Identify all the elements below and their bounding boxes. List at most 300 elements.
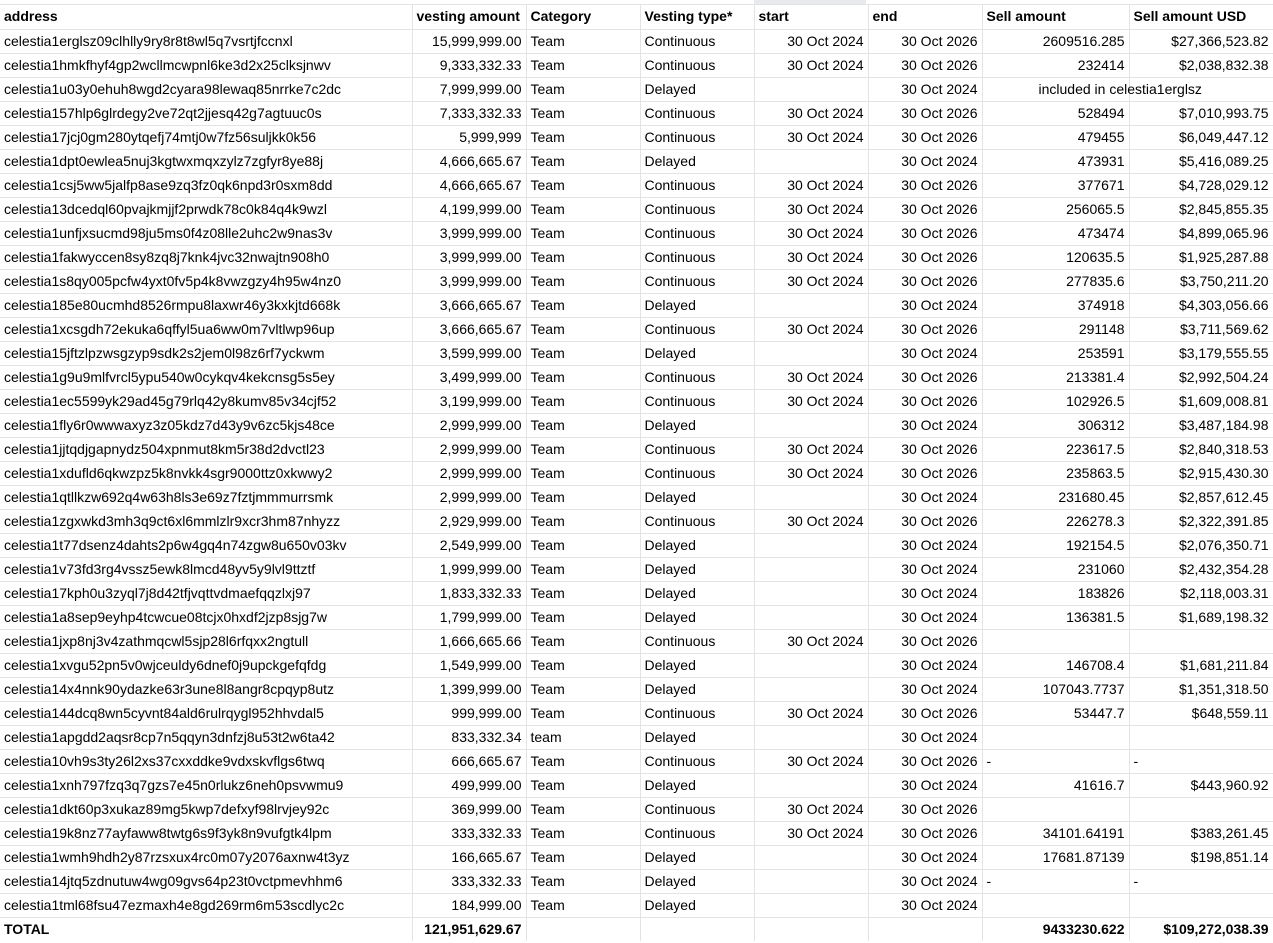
cell-sell-amount-usd[interactable]: $1,689,198.32 [1129,605,1273,629]
cell-sell-amount[interactable]: 374918 [982,293,1129,317]
cell-start[interactable] [754,725,868,749]
cell-address[interactable]: celestia15jftzlpzwsgzyp9sdk2s2jem0l98z6rf7yckwm [0,341,412,365]
cell-sell-amount-usd[interactable]: $2,845,855.35 [1129,197,1273,221]
cell-vesting-amount[interactable]: 1,399,999.00 [412,677,526,701]
cell-sell-amount[interactable]: 53447.7 [982,701,1129,725]
cell-vesting-amount[interactable]: 333,332.33 [412,869,526,893]
cell-end[interactable]: 30 Oct 2024 [868,677,982,701]
cell-category[interactable]: Team [526,821,640,845]
header-end[interactable]: end [868,5,982,29]
cell-vesting-amount[interactable]: 3,666,665.67 [412,317,526,341]
cell-start[interactable]: 30 Oct 2024 [754,53,868,77]
cell-sell-amount-usd[interactable]: - [1129,749,1273,773]
cell-address[interactable]: celestia1erglsz09clhlly9ry8r8t8wl5q7vsrtjfccnxl [0,29,412,53]
cell-start[interactable]: 30 Oct 2024 [754,749,868,773]
cell-sell-amount[interactable]: - [982,869,1129,893]
cell-sell-amount[interactable]: 183826 [982,581,1129,605]
total-type-cell[interactable] [640,917,754,941]
cell-address[interactable]: celestia1u03y0ehuh8wgd2cyara98lewaq85nrrke7c2dc [0,77,412,101]
cell-vesting-amount[interactable]: 2,999,999.00 [412,437,526,461]
cell-start[interactable] [754,773,868,797]
cell-sell-amount-usd[interactable]: $2,076,350.71 [1129,533,1273,557]
cell-vesting-type[interactable]: Delayed [640,149,754,173]
cell-vesting-amount[interactable]: 7,999,999.00 [412,77,526,101]
cell-vesting-type[interactable]: Continuous [640,317,754,341]
cell-category[interactable]: Team [526,77,640,101]
cell-vesting-type[interactable]: Continuous [640,749,754,773]
cell-category[interactable]: Team [526,149,640,173]
cell-vesting-amount[interactable]: 2,999,999.00 [412,485,526,509]
cell-vesting-type[interactable]: Continuous [640,197,754,221]
cell-end[interactable]: 30 Oct 2024 [868,293,982,317]
cell-end[interactable]: 30 Oct 2026 [868,221,982,245]
cell-vesting-amount[interactable]: 2,999,999.00 [412,461,526,485]
cell-vesting-type[interactable]: Continuous [640,797,754,821]
cell-sell-amount-usd[interactable]: $2,992,504.24 [1129,365,1273,389]
cell-sell-amount-usd[interactable]: $1,925,287.88 [1129,245,1273,269]
cell-category[interactable]: Team [526,269,640,293]
cell-sell-amount-usd[interactable]: $648,559.11 [1129,701,1273,725]
cell-address[interactable]: celestia17jcj0gm280ytqefj74mtj0w7fz56suljkk0k56 [0,125,412,149]
header-vesting-amount[interactable]: vesting amount [412,5,526,29]
cell-address[interactable]: celestia1xnh797fzq3q7gzs7e45n0rlukz6neh0psvwmu9 [0,773,412,797]
cell-address[interactable]: celestia1fakwyccen8sy8zq8j7knk4jvc32nwajtn908h0 [0,245,412,269]
header-sell-amount[interactable]: Sell amount [982,5,1129,29]
cell-end[interactable]: 30 Oct 2024 [868,605,982,629]
cell-start[interactable] [754,485,868,509]
cell-category[interactable]: Team [526,605,640,629]
cell-sell-amount-usd[interactable]: $2,857,612.45 [1129,485,1273,509]
cell-address[interactable]: celestia1qtllkzw692q4w63h8ls3e69z7fztjmmmurrsmk [0,485,412,509]
cell-address[interactable]: celestia1jxp8nj3v4zathmqcwl5sjp28l6rfqxx2ngtull [0,629,412,653]
cell-sell-amount[interactable]: 291148 [982,317,1129,341]
cell-address[interactable]: celestia1jjtqdjgapnydz504xpnmut8km5r38d2dvctl23 [0,437,412,461]
cell-sell-amount[interactable]: 213381.4 [982,365,1129,389]
cell-end[interactable]: 30 Oct 2026 [868,173,982,197]
cell-vesting-type[interactable]: Continuous [640,509,754,533]
cell-sell-amount-usd[interactable]: $2,915,430.30 [1129,461,1273,485]
cell-vesting-type[interactable]: Delayed [640,341,754,365]
cell-end[interactable]: 30 Oct 2024 [868,893,982,917]
cell-category[interactable]: Team [526,53,640,77]
cell-category[interactable]: Team [526,413,640,437]
cell-vesting-type[interactable]: Delayed [640,653,754,677]
cell-vesting-type[interactable]: Continuous [640,389,754,413]
cell-category[interactable]: Team [526,557,640,581]
cell-start[interactable] [754,869,868,893]
cell-address[interactable]: celestia1v73fd3rg4vssz5ewk8lmcd48yv5y9lvl9ttztf [0,557,412,581]
cell-category[interactable]: Team [526,893,640,917]
cell-start[interactable]: 30 Oct 2024 [754,629,868,653]
cell-vesting-type[interactable]: Delayed [640,869,754,893]
cell-category[interactable]: Team [526,797,640,821]
cell-category[interactable]: Team [526,197,640,221]
cell-start[interactable]: 30 Oct 2024 [754,509,868,533]
cell-end[interactable]: 30 Oct 2024 [868,653,982,677]
cell-sell-amount-usd[interactable]: $443,960.92 [1129,773,1273,797]
cell-end[interactable]: 30 Oct 2026 [868,245,982,269]
cell-category[interactable]: Team [526,749,640,773]
cell-sell-amount-usd[interactable]: $4,728,029.12 [1129,173,1273,197]
cell-vesting-type[interactable]: Delayed [640,581,754,605]
cell-sell-amount[interactable]: 306312 [982,413,1129,437]
cell-sell-amount-usd[interactable]: $2,840,318.53 [1129,437,1273,461]
cell-vesting-type[interactable]: Delayed [640,893,754,917]
cell-category[interactable]: Team [526,293,640,317]
cell-end[interactable]: 30 Oct 2026 [868,509,982,533]
cell-end[interactable]: 30 Oct 2026 [868,365,982,389]
cell-sell-amount[interactable]: 479455 [982,125,1129,149]
cell-vesting-amount[interactable]: 3,999,999.00 [412,221,526,245]
cell-vesting-type[interactable]: Delayed [640,773,754,797]
cell-start[interactable]: 30 Oct 2024 [754,437,868,461]
cell-start[interactable]: 30 Oct 2024 [754,173,868,197]
cell-category[interactable]: Team [526,773,640,797]
cell-sell-amount[interactable] [982,893,1129,917]
cell-sell-amount[interactable]: 528494 [982,101,1129,125]
cell-sell-amount-usd[interactable]: $6,049,447.12 [1129,125,1273,149]
cell-sell-amount[interactable]: 231060 [982,557,1129,581]
cell-vesting-type[interactable]: Continuous [640,125,754,149]
cell-category[interactable]: Team [526,629,640,653]
cell-vesting-type[interactable]: Continuous [640,821,754,845]
cell-address[interactable]: celestia13dcedql60pvajkmjjf2prwdk78c0k84q4k9wzl [0,197,412,221]
cell-end[interactable]: 30 Oct 2026 [868,701,982,725]
cell-end[interactable]: 30 Oct 2026 [868,29,982,53]
cell-sell-amount-usd[interactable] [1129,893,1273,917]
cell-sell-amount[interactable]: 2609516.285 [982,29,1129,53]
cell-category[interactable]: Team [526,245,640,269]
cell-sell-amount[interactable]: 192154.5 [982,533,1129,557]
cell-vesting-type[interactable]: Continuous [640,629,754,653]
cell-address[interactable]: celestia1s8qy005pcfw4yxt0fv5p4k8vwzgzy4h95w4nz0 [0,269,412,293]
cell-sell-amount-usd[interactable]: $3,750,211.20 [1129,269,1273,293]
cell-vesting-amount[interactable]: 4,666,665.67 [412,149,526,173]
cell-end[interactable]: 30 Oct 2026 [868,797,982,821]
cell-start[interactable]: 30 Oct 2024 [754,197,868,221]
cell-vesting-amount[interactable]: 4,666,665.67 [412,173,526,197]
cell-end[interactable]: 30 Oct 2024 [868,533,982,557]
cell-address[interactable]: celestia1t77dsenz4dahts2p6w4gq4n74zgw8u650v03kv [0,533,412,557]
cell-vesting-amount[interactable]: 499,999.00 [412,773,526,797]
cell-vesting-amount[interactable]: 1,833,332.33 [412,581,526,605]
cell-vesting-type[interactable]: Continuous [640,365,754,389]
total-sell-amount[interactable]: 9433230.622 [982,917,1129,941]
total-start-cell[interactable] [754,917,868,941]
cell-end[interactable]: 30 Oct 2026 [868,629,982,653]
cell-sell-amount-usd[interactable] [1129,725,1273,749]
cell-end[interactable]: 30 Oct 2026 [868,317,982,341]
cell-address[interactable]: celestia1zgxwkd3mh3q9ct6xl6mmlzlr9xcr3hm87nhyzz [0,509,412,533]
cell-vesting-type[interactable]: Delayed [640,533,754,557]
cell-sell-amount[interactable]: 107043.7737 [982,677,1129,701]
cell-start[interactable]: 30 Oct 2024 [754,821,868,845]
cell-start[interactable] [754,677,868,701]
cell-category[interactable]: Team [526,677,640,701]
cell-vesting-type[interactable]: Delayed [640,677,754,701]
cell-sell-amount[interactable]: 377671 [982,173,1129,197]
cell-end[interactable]: 30 Oct 2024 [868,341,982,365]
cell-start[interactable]: 30 Oct 2024 [754,701,868,725]
cell-start[interactable] [754,557,868,581]
cell-vesting-amount[interactable]: 15,999,999.00 [412,29,526,53]
cell-address[interactable]: celestia185e80ucmhd8526rmpu8laxwr46y3kxkjtd668k [0,293,412,317]
cell-sell-amount-usd[interactable]: $198,851.14 [1129,845,1273,869]
cell-vesting-type[interactable]: Delayed [640,845,754,869]
cell-address[interactable]: celestia1csj5ww5jalfp8ase9zq3fz0qk6npd3r0sxm8dd [0,173,412,197]
cell-sell-amount-usd[interactable]: - [1129,869,1273,893]
total-end-cell[interactable] [868,917,982,941]
cell-sell-amount[interactable]: 232414 [982,53,1129,77]
cell-sell-amount-usd[interactable] [1129,629,1273,653]
cell-vesting-type[interactable]: Continuous [640,29,754,53]
cell-start[interactable]: 30 Oct 2024 [754,221,868,245]
cell-vesting-type[interactable]: Delayed [640,77,754,101]
cell-start[interactable] [754,581,868,605]
cell-start[interactable] [754,845,868,869]
cell-end[interactable]: 30 Oct 2024 [868,773,982,797]
cell-sell-amount[interactable]: 256065.5 [982,197,1129,221]
cell-vesting-type[interactable]: Delayed [640,293,754,317]
cell-vesting-type[interactable]: Continuous [640,53,754,77]
cell-address[interactable]: celestia1dkt60p3xukaz89mg5kwp7defxyf98lrvjey92c [0,797,412,821]
cell-end[interactable]: 30 Oct 2026 [868,125,982,149]
cell-vesting-amount[interactable]: 3,599,999.00 [412,341,526,365]
cell-vesting-type[interactable]: Continuous [640,101,754,125]
cell-vesting-amount[interactable]: 999,999.00 [412,701,526,725]
header-start[interactable]: start [754,5,868,29]
cell-start[interactable] [754,293,868,317]
cell-vesting-amount[interactable]: 833,332.34 [412,725,526,749]
cell-end[interactable]: 30 Oct 2024 [868,77,982,101]
cell-sell-amount[interactable]: 235863.5 [982,461,1129,485]
cell-category[interactable]: Team [526,221,640,245]
cell-end[interactable]: 30 Oct 2024 [868,869,982,893]
cell-start[interactable] [754,341,868,365]
cell-vesting-amount[interactable]: 166,665.67 [412,845,526,869]
cell-sell-amount-usd[interactable]: $2,038,832.38 [1129,53,1273,77]
cell-sell-amount-usd[interactable]: $4,303,056.66 [1129,293,1273,317]
cell-sell-amount[interactable]: 146708.4 [982,653,1129,677]
cell-end[interactable]: 30 Oct 2024 [868,845,982,869]
cell-sell-amount[interactable]: 473931 [982,149,1129,173]
cell-sell-amount-usd[interactable]: $383,261.45 [1129,821,1273,845]
total-label[interactable]: TOTAL [0,917,412,941]
cell-address[interactable]: celestia1tml68fsu47ezmaxh4e8gd269rm6m53scdlyc2c [0,893,412,917]
cell-address[interactable]: celestia1ec5599yk29ad45g79rlq42y8kumv85v34cjf52 [0,389,412,413]
cell-sell-amount[interactable]: 102926.5 [982,389,1129,413]
cell-address[interactable]: celestia1xdufld6qkwzpz5k8nvkk4sgr9000ttz0xkwwy2 [0,461,412,485]
cell-category[interactable]: Team [526,173,640,197]
cell-end[interactable]: 30 Oct 2026 [868,437,982,461]
cell-start[interactable] [754,893,868,917]
cell-address[interactable]: celestia10vh9s3ty26l2xs37cxxddke9vdxskvflgs6twq [0,749,412,773]
cell-vesting-type[interactable]: Continuous [640,221,754,245]
cell-start[interactable] [754,533,868,557]
cell-end[interactable]: 30 Oct 2026 [868,389,982,413]
cell-sell-amount[interactable]: 34101.64191 [982,821,1129,845]
cell-sell-amount[interactable]: 253591 [982,341,1129,365]
cell-address[interactable]: celestia14x4nnk90ydazke63r3une8l8angr8cpqyp8utz [0,677,412,701]
cell-address[interactable]: celestia1xcsgdh72ekuka6qffyl5ua6ww0m7vltlwp96up [0,317,412,341]
cell-address[interactable]: celestia157hlp6glrdegy2ve72qt2jjesq42g7agtuuc0s [0,101,412,125]
cell-end[interactable]: 30 Oct 2024 [868,149,982,173]
cell-vesting-type[interactable]: Delayed [640,413,754,437]
cell-sell-amount[interactable]: 17681.87139 [982,845,1129,869]
cell-sell-amount-usd[interactable]: $1,681,211.84 [1129,653,1273,677]
cell-category[interactable]: Team [526,461,640,485]
cell-end[interactable]: 30 Oct 2026 [868,821,982,845]
cell-sell-amount[interactable]: 120635.5 [982,245,1129,269]
cell-end[interactable]: 30 Oct 2026 [868,197,982,221]
cell-end[interactable]: 30 Oct 2026 [868,461,982,485]
cell-category[interactable]: Team [526,317,640,341]
cell-sell-amount[interactable]: 231680.45 [982,485,1129,509]
cell-vesting-amount[interactable]: 666,665.67 [412,749,526,773]
cell-vesting-amount[interactable]: 2,549,999.00 [412,533,526,557]
cell-address[interactable]: celestia1a8sep9eyhp4tcwcue08tcjx0hxdf2jzp8sjg7w [0,605,412,629]
cell-category[interactable]: Team [526,101,640,125]
cell-category[interactable]: Team [526,365,640,389]
total-category-cell[interactable] [526,917,640,941]
cell-vesting-amount[interactable]: 2,929,999.00 [412,509,526,533]
cell-end[interactable]: 30 Oct 2026 [868,269,982,293]
cell-vesting-type[interactable]: Delayed [640,605,754,629]
cell-category[interactable]: Team [526,125,640,149]
cell-vesting-amount[interactable]: 1,799,999.00 [412,605,526,629]
cell-end[interactable]: 30 Oct 2024 [868,557,982,581]
cell-sell-amount[interactable]: 473474 [982,221,1129,245]
cell-sell-amount[interactable]: included in celestia1erglsz [982,77,1129,101]
cell-vesting-type[interactable]: Continuous [640,245,754,269]
cell-vesting-amount[interactable]: 5,999,999 [412,125,526,149]
cell-vesting-type[interactable]: Continuous [640,173,754,197]
cell-vesting-amount[interactable]: 1,999,999.00 [412,557,526,581]
cell-sell-amount-usd[interactable]: $5,416,089.25 [1129,149,1273,173]
cell-vesting-amount[interactable]: 3,499,999.00 [412,365,526,389]
cell-sell-amount[interactable]: 223617.5 [982,437,1129,461]
cell-sell-amount[interactable]: 41616.7 [982,773,1129,797]
cell-vesting-amount[interactable]: 4,199,999.00 [412,197,526,221]
cell-sell-amount[interactable]: 277835.6 [982,269,1129,293]
total-vesting-amount[interactable]: 121,951,629.67 [412,917,526,941]
cell-start[interactable]: 30 Oct 2024 [754,461,868,485]
cell-end[interactable]: 30 Oct 2026 [868,749,982,773]
cell-start[interactable] [754,653,868,677]
cell-start[interactable]: 30 Oct 2024 [754,389,868,413]
cell-sell-amount[interactable] [982,629,1129,653]
cell-vesting-amount[interactable]: 2,999,999.00 [412,413,526,437]
cell-address[interactable]: celestia1apgdd2aqsr8cp7n5qqyn3dnfzj8u53t2w6ta42 [0,725,412,749]
cell-address[interactable]: celestia1dpt0ewlea5nuj3kgtwxmqxzylz7zgfyr8ye88j [0,149,412,173]
cell-vesting-amount[interactable]: 369,999.00 [412,797,526,821]
cell-vesting-amount[interactable]: 184,999.00 [412,893,526,917]
cell-start[interactable] [754,149,868,173]
cell-category[interactable]: Team [526,509,640,533]
cell-category[interactable]: Team [526,581,640,605]
cell-start[interactable]: 30 Oct 2024 [754,101,868,125]
cell-sell-amount-usd[interactable]: $1,351,318.50 [1129,677,1273,701]
cell-sell-amount-usd[interactable]: $1,609,008.81 [1129,389,1273,413]
cell-vesting-amount[interactable]: 3,999,999.00 [412,245,526,269]
cell-category[interactable]: Team [526,341,640,365]
cell-sell-amount-usd[interactable]: $3,179,555.55 [1129,341,1273,365]
cell-category[interactable]: Team [526,29,640,53]
cell-category[interactable]: team [526,725,640,749]
cell-sell-amount-usd[interactable]: $2,118,003.31 [1129,581,1273,605]
cell-start[interactable] [754,77,868,101]
cell-vesting-amount[interactable]: 333,332.33 [412,821,526,845]
cell-start[interactable]: 30 Oct 2024 [754,365,868,389]
cell-vesting-amount[interactable]: 1,549,999.00 [412,653,526,677]
cell-category[interactable]: Team [526,485,640,509]
cell-vesting-type[interactable]: Delayed [640,557,754,581]
header-address[interactable]: address [0,5,412,29]
cell-sell-amount-usd[interactable]: $3,711,569.62 [1129,317,1273,341]
cell-vesting-amount[interactable]: 3,199,999.00 [412,389,526,413]
cell-end[interactable]: 30 Oct 2024 [868,485,982,509]
cell-start[interactable]: 30 Oct 2024 [754,269,868,293]
cell-address[interactable]: celestia1hmkfhyf4gp2wcllmcwpnl6ke3d2x25clksjnwv [0,53,412,77]
cell-vesting-type[interactable]: Continuous [640,461,754,485]
cell-category[interactable]: Team [526,869,640,893]
cell-start[interactable]: 30 Oct 2024 [754,797,868,821]
cell-address[interactable]: celestia19k8nz77ayfaww8twtg6s9f3yk8n9vufgtk4lpm [0,821,412,845]
cell-address[interactable]: celestia1fly6r0wwwaxyz3z05kdz7d43y9v6zc5kjs48ce [0,413,412,437]
cell-end[interactable]: 30 Oct 2024 [868,725,982,749]
cell-sell-amount[interactable] [982,797,1129,821]
cell-start[interactable] [754,605,868,629]
cell-vesting-amount[interactable]: 1,666,665.66 [412,629,526,653]
cell-start[interactable] [754,413,868,437]
cell-category[interactable]: Team [526,653,640,677]
cell-sell-amount-usd[interactable]: $7,010,993.75 [1129,101,1273,125]
cell-start[interactable]: 30 Oct 2024 [754,317,868,341]
cell-sell-amount[interactable]: 136381.5 [982,605,1129,629]
cell-vesting-type[interactable]: Delayed [640,725,754,749]
cell-address[interactable]: celestia17kph0u3zyql7j8d42tfjvqttvdmaefqqzlxj97 [0,581,412,605]
header-vesting-type[interactable]: Vesting type* [640,5,754,29]
cell-end[interactable]: 30 Oct 2024 [868,581,982,605]
cell-end[interactable]: 30 Oct 2024 [868,413,982,437]
header-sell-amount-usd[interactable]: Sell amount USD [1129,5,1273,29]
cell-address[interactable]: celestia144dcq8wn5cyvnt84ald6rulrqygl952hhvdal5 [0,701,412,725]
cell-vesting-amount[interactable]: 3,999,999.00 [412,269,526,293]
cell-start[interactable]: 30 Oct 2024 [754,29,868,53]
cell-category[interactable]: Team [526,533,640,557]
cell-sell-amount-usd[interactable]: $4,899,065.96 [1129,221,1273,245]
cell-address[interactable]: celestia14jtq5zdnutuw4wg09gvs64p23t0vctpmevhhm6 [0,869,412,893]
cell-vesting-type[interactable]: Delayed [640,485,754,509]
cell-sell-amount-usd[interactable]: $27,366,523.82 [1129,29,1273,53]
cell-sell-amount-usd[interactable]: $2,432,354.28 [1129,557,1273,581]
cell-sell-amount-usd[interactable] [1129,797,1273,821]
header-category[interactable]: Category [526,5,640,29]
cell-sell-amount-usd[interactable]: $2,322,391.85 [1129,509,1273,533]
cell-start[interactable]: 30 Oct 2024 [754,125,868,149]
cell-vesting-type[interactable]: Continuous [640,701,754,725]
cell-end[interactable]: 30 Oct 2026 [868,101,982,125]
cell-sell-amount-usd[interactable]: $3,487,184.98 [1129,413,1273,437]
cell-vesting-amount[interactable]: 9,333,332.33 [412,53,526,77]
cell-address[interactable]: celestia1xvgu52pn5v0wjceuldy6dnef0j9upckgefqfdg [0,653,412,677]
total-sell-amount-usd[interactable]: $109,272,038.39 [1129,917,1273,941]
cell-start[interactable]: 30 Oct 2024 [754,245,868,269]
cell-vesting-amount[interactable]: 7,333,332.33 [412,101,526,125]
cell-address[interactable]: celestia1g9u9mlfvrcl5ypu540w0cykqv4kekcnsg5s5ey [0,365,412,389]
cell-sell-amount[interactable] [982,725,1129,749]
cell-address[interactable]: celestia1unfjxsucmd98ju5ms0f4z08lle2uhc2w9nas3v [0,221,412,245]
